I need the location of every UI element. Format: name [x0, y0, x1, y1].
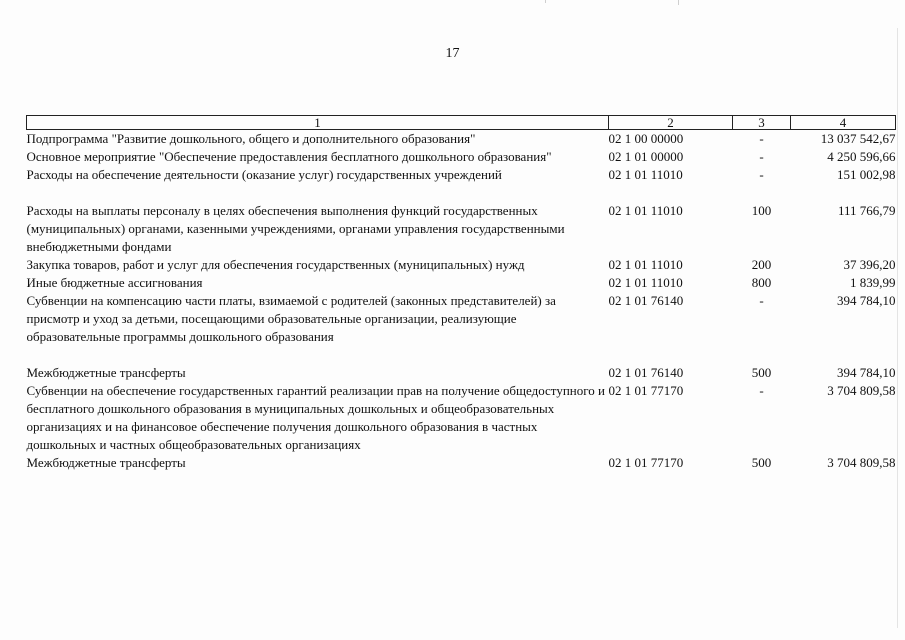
- row-code: 02 1 01 11010: [608, 275, 683, 290]
- table-row: [27, 202, 896, 256]
- row-code: 02 1 00 00000: [608, 131, 684, 146]
- row-expense-type: -: [759, 131, 764, 146]
- row-code: 02 1 01 76140: [608, 365, 684, 380]
- column-header-code: 2: [609, 116, 733, 130]
- row-name: Иные бюджетные ассигнования: [26, 275, 203, 290]
- row-sum: 111 766,79: [837, 203, 896, 218]
- column-header-name: 1: [27, 116, 609, 130]
- row-expense-type: -: [759, 383, 764, 398]
- scan-mark: [678, 0, 679, 5]
- row-sum: 13 037 542,67: [820, 131, 896, 146]
- row-sum: 37 396,20: [843, 257, 896, 272]
- row-name: Закупка товаров, работ и услуг для обеспечения государственных (муниципальных) нужд: [26, 257, 525, 272]
- row-sum: 1 839,99: [850, 275, 896, 290]
- table-row: [27, 382, 896, 454]
- row-sum: 394 784,10: [837, 365, 896, 380]
- row-expense-type: 100: [751, 203, 772, 218]
- row-name: Межбюджетные трансферты: [26, 455, 186, 470]
- row-name: Субвенции на обеспечение государственных гарантий реализации прав на получение общедоступного и бесплатного дошкольного образования в муниципальных дошкольных и общеобразовательных организациях и на финансовое обеспечение получения дошкольного образования в частных дошкольных и частных общеобразовательных организациях: [26, 383, 605, 452]
- scan-mark: [545, 0, 546, 3]
- row-code: 02 1 01 00000: [608, 149, 684, 164]
- table-row: [27, 166, 896, 202]
- row-name: Расходы на обеспечение деятельности (оказание услуг) государственных учреждений: [26, 167, 502, 182]
- table-row: [27, 130, 896, 149]
- row-sum: 394 784,10: [837, 293, 896, 308]
- table-row: [27, 256, 896, 274]
- row-name: Подпрограмма "Развитие дошкольного, общего и дополнительного образования": [26, 131, 476, 146]
- row-expense-type: -: [759, 149, 764, 164]
- row-code: 02 1 01 11010: [608, 257, 683, 272]
- row-sum: 151 002,98: [837, 167, 896, 182]
- row-expense-type: 500: [751, 455, 772, 470]
- row-expense-type: 200: [751, 257, 772, 272]
- row-expense-type: 500: [751, 365, 772, 380]
- column-header-type: 3: [733, 116, 791, 130]
- table-row: [27, 148, 896, 166]
- table-header-row: [27, 116, 896, 130]
- row-code: 02 1 01 11010: [608, 167, 683, 182]
- row-name: Субвенции на компенсацию части платы, взимаемой с родителей (законных представителей) за присмотр и уход за детьми, посещающими образовательные организации, реализующие образовательные программы дошкольного образования: [26, 293, 556, 344]
- row-sum: 3 704 809,58: [827, 455, 896, 470]
- table-row: [27, 292, 896, 364]
- row-sum: 3 704 809,58: [827, 383, 896, 398]
- table-row: [27, 364, 896, 382]
- row-expense-type: 800: [751, 275, 772, 290]
- column-header-sum: 4: [791, 116, 896, 130]
- scan-mark: [897, 28, 898, 628]
- row-code: 02 1 01 77170: [608, 455, 684, 470]
- row-name: Основное мероприятие "Обеспечение предоставления бесплатного дошкольного образования": [26, 149, 552, 164]
- table-row: [27, 454, 896, 472]
- row-code: 02 1 01 11010: [608, 203, 683, 218]
- row-name: Межбюджетные трансферты: [26, 365, 186, 380]
- row-name: Расходы на выплаты персоналу в целях обеспечения выполнения функций государственных (муниципальных) органами, казенными учреждениями, органами управления государственными внебюджетными фондами: [26, 203, 565, 254]
- page-number: 17: [445, 46, 460, 61]
- row-expense-type: -: [759, 167, 764, 182]
- row-expense-type: -: [759, 293, 764, 308]
- budget-table: [26, 115, 896, 472]
- row-sum: 4 250 596,66: [827, 149, 896, 164]
- table-row: [27, 274, 896, 292]
- row-code: 02 1 01 76140: [608, 293, 684, 308]
- row-code: 02 1 01 77170: [608, 383, 684, 398]
